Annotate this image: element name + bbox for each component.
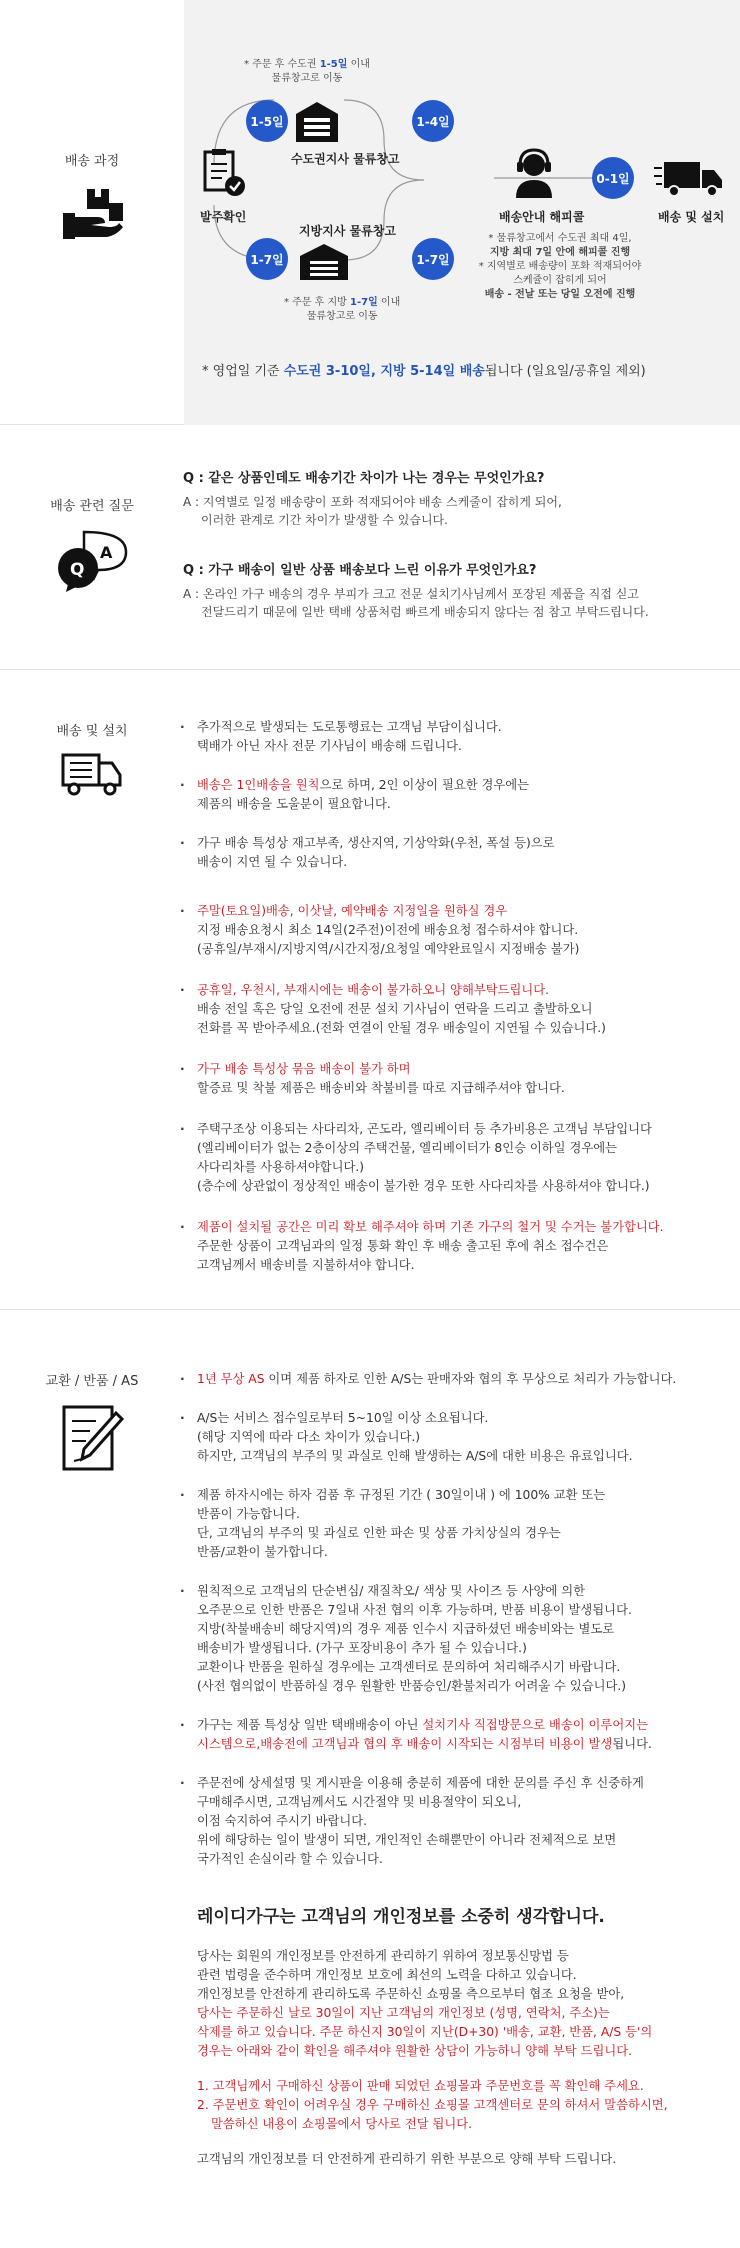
faq-item-2 <box>183 561 723 621</box>
faq-label: 배송 관련 질문 <box>50 499 134 514</box>
faq-question-1: Q : 같은 상품인데도 배송기간 차이가 나는 경우는 무엇인가요? <box>183 471 545 486</box>
privacy-step-2: 2. 주문번호 확인이 어려우실 경우 구매하신 쇼핑몰 고객센터로 문의 하셔서 말씀하시면, <box>197 2098 668 2112</box>
exchange-bullet-3: · 제품 하자시에는 하자 검품 후 규정된 기간 ( 30일이내 ) 에 100% 교환 또는 반품이 가능합니다. 단, 고객님의 부주의 및 과실로 인한 파손 및 상품 가치상실의 경우는 반품/교환이 불가합니다. <box>180 1486 725 1562</box>
shipping-bullet-4: · 주말(토요일)배송, 이삿날, 예약배송 지정일을 원하실 경우 지정 배송요청시 최소 14일(2주전)이전에 배송요청 접수하셔야 합니다. (공휴일/부재시/지방지역/시간지정/요청일 예약완료일시 지정배송 불가) <box>180 902 725 959</box>
clipboard-check-icon <box>202 148 246 198</box>
faq-answer-2: A : 온라인 가구 배송의 경우 부피가 크고 전문 설치기사님께서 포장된 제품을 직접 싣고 전달드리기 때문에 일반 택배 상품처럼 빠르게 배송되지 않다는 점 참고 부탁드립니다. <box>183 587 649 619</box>
shipping-label: 배송 및 설치 <box>56 724 128 739</box>
exchange-bullet-6: · 주문전에 상세설명 및 게시판을 이용해 충분히 제품에 대한 문의를 주신 후 신중하게 구매해주시면, 고객님께서도 시간절약 및 비용절약이 되오니, 이점 숙지하여 주시기 바랍니다. 위에 해당하는 일이 발생이 되면, 개인적인 손해뿐만이 아니라 전체적으로 보면 국가적인 손실이라 할 수 있습니다. <box>180 1774 725 1869</box>
shipping-bullet-2: · 배송은 1인배송을 원칙으로 하며, 2인 이상이 필요한 경우에는 제품의 배송을 도울분이 필요합니다. <box>180 776 725 814</box>
exchange-section <box>0 1310 740 2248</box>
delivery-process-label: 배송 과정 <box>64 154 120 169</box>
metro-note: * 주문 후 수도권 1-5일 이내 물류창고로 이동 <box>244 59 370 84</box>
garage-icon <box>298 242 350 280</box>
shipping-bullet-8: · 제품이 설치될 공간은 미리 확보 해주셔야 하며 기존 가구의 철거 및 수거는 불가합니다. 주문한 상품이 고객님과의 일정 통화 확인 후 배송 출고된 후에 취소 접수건은 고객님께서 배송비를 지불하셔야 합니다. <box>180 1218 725 1275</box>
headset-agent-icon <box>512 148 556 198</box>
shipping-bullet-7: · 주택구조상 이용되는 사다리차, 곤도라, 엘리베이터 등 추가비용은 고객님 부담입니다 (엘리베이터가 없는 2층이상의 주택건물, 엘리베이터가 8인승 이하일 경우에는 사다리차를 사용하셔야합니다.) (층수에 상관없이 정상적인 배송이 불가한 경우 또한 사다리차를 사용하셔야 합니다.) <box>180 1120 725 1196</box>
svg-text:Q: Q <box>70 560 85 580</box>
shipping-bullet-1: · 추가적으로 발생되는 도로통행료는 고객님 부담이십니다. 택배가 아닌 자사 전문 기사님이 배송해 드립니다. <box>180 718 725 756</box>
exchange-bullet-1: · 1년 무상 AS 이며 제품 하자로 인한 A/S는 판매자와 협의 후 무상으로 처리가 가능합니다. <box>180 1370 725 1389</box>
privacy-steps: 1. 고객님께서 구매하신 상품이 판매 되었던 쇼핑몰과 주문번호를 꼭 확인해 주세요. 2. 주문번호 확인이 어려우실 경우 구매하신 쇼핑몰 고객센터로 문의 하셔서 말씀하시면, 말씀하신 내용이 쇼핑몰에서 당사로 전달 됩니다. <box>197 2077 727 2134</box>
faq-section <box>0 425 740 670</box>
svg-text:A: A <box>100 543 113 562</box>
exchange-bullet-5: · 가구는 제품 특성상 일반 택배배송이 아닌 설치기사 직접방문으로 배송이 이루어지는 시스템으로,배송전에 고객님과 협의 후 배송이 시작되는 시점부터 비용이 발생됩니다. <box>180 1716 725 1754</box>
badge-0-1-days: 0-1일 <box>592 157 634 199</box>
exchange-bullet-2: · A/S는 서비스 접수일로부터 5~10일 이상 소요됩니다. (해당 지역에 따라 다소 차이가 있습니다.) 하지만, 고객님의 부주의 및 과실로 인해 발생하는 A/S에 대한 비용은 유료입니다. <box>180 1409 725 1466</box>
badge-1-5-days: 1-5일 <box>246 100 288 142</box>
privacy-paragraph: 당사는 회원의 개인정보를 안전하게 관리하기 위하여 정보통신망법 등 관련 법령을 준수하며 개인정보 보호에 최선의 노력을 다하고 있습니다. 개인정보를 안전하게 관리하도록 주문하신 쇼핑몰 측으로부터 협조 요청을 받아, 당사는 주문하신 날로 30일이 지난 고객님의 개인정보 (성명, 연락처, 주소)는 삭제를 하고 있습니다. 주문 하신지 30일이 지난(D+30) '배송, 교환, 반품, A/S 등'의 경우는 아래와 같이 확인을 해주셔야 원활한 상담이 가능하니 양해 부탁 드립니다. <box>197 1949 653 2058</box>
delivery-truck-icon <box>654 158 724 198</box>
delivery-install-label: 배송 및 설치 <box>658 210 725 224</box>
process-diagram <box>184 0 740 425</box>
order-check-label: 발주확인 <box>200 210 247 224</box>
qa-chat-icon <box>54 528 130 592</box>
shipping-bullet-6: · 가구 배송 특성상 묶음 배송이 불가 하며 할증료 및 착불 제품은 배송비와 착불비를 따로 지급해주셔야 합니다. <box>180 1060 725 1098</box>
warehouse-icon <box>294 100 340 142</box>
exchange-label: 교환 / 반품 / AS <box>45 1374 139 1389</box>
exchange-bullets <box>180 1370 725 1869</box>
happycall-label: 배송안내 해피콜 <box>499 210 585 224</box>
truck-outline-icon <box>60 749 124 797</box>
regional-hub-label: 지방지사 물류창고 <box>299 224 396 238</box>
happycall-note: * 물류창고에서 수도권 최대 4일, 지방 최대 7일 안에 해피콜 진행 * 지역별로 배송량이 포화 적재되어야 스케쥴이 잡히게 되어 배송 - 전날 또는 당일 오전에 진행 <box>478 233 642 300</box>
shipping-bullet-3: · 가구 배송 특성상 재고부족, 생산지역, 기상악화(우천, 폭설 등)으로 배송이 지연 될 수 있습니다. <box>180 834 725 872</box>
shipping-bullets <box>180 718 725 1275</box>
privacy-notice <box>197 1902 727 2169</box>
badge-1-4-days: 1-4일 <box>412 100 454 142</box>
delivery-period-note: * 영업일 기준 수도권 3-10일, 지방 5-14일 배송됩니다 (일요일/공휴일 제외) <box>202 364 646 379</box>
shipping-section <box>0 670 740 1310</box>
exchange-bullet-4: · 원칙적으로 고객님의 단순변심/ 재질착오/ 색상 및 사이즈 등 사양에 의한 오주문으로 인한 반품은 7일내 사전 협의 이후 가능하며, 반품 비용이 발생됩니다. 지방(착불배송비 해당지역)의 경우 제품 인수시 지급하셨던 배송비와는 별도로 배송비가 발생됩니다. (가구 포장비용이 추가 될 수 있습니다.) 교환이나 반품을 원하실 경우에는 고객센터로 문의하여 처리해주시기 바랍니다. (사전 협의없이 반품하실 경우 원활한 반품승인/환불처리가 어려울 수 있습니다.) <box>180 1582 725 1696</box>
privacy-step-1: 1. 고객님께서 구매하신 상품이 판매 되었던 쇼핑몰과 주문번호를 꼭 확인해 주세요. <box>197 2079 644 2093</box>
box-hand-icon <box>57 183 127 245</box>
faq-item-1 <box>183 469 723 529</box>
badge-1-7-days-right: 1-7일 <box>412 238 454 280</box>
privacy-closing: 고객님의 개인정보를 더 안전하게 관리하기 위한 부분으로 양해 부탁 드립니다. <box>197 2152 617 2166</box>
badge-1-7-days-left: 1-7일 <box>246 238 288 280</box>
document-pen-icon <box>60 1403 124 1473</box>
shipping-bullet-5: · 공휴일, 우천시, 부재시에는 배송이 불가하오니 양해부탁드립니다. 배송 전일 혹은 당일 오전에 전문 설치 기사님이 연락을 드리고 출발하오니 전화를 꼭 받아주세요.(전화 연결이 안될 경우 배송일이 지연될 수 있습니다.) <box>180 981 725 1038</box>
privacy-title: 레이디가구는 고객님의 개인정보를 소중히 생각합니다. <box>197 1907 605 1927</box>
faq-answer-1: A : 지역별로 일정 배송량이 포화 적재되어야 배송 스케줄이 잡히게 되어, 이러한 관계로 기간 차이가 발생할 수 있습니다. <box>183 495 562 527</box>
regional-note: * 주문 후 지방 1-7일 이내 물류창고로 이동 <box>284 297 401 322</box>
delivery-process-section <box>0 0 740 425</box>
faq-question-2: Q : 가구 배송이 일반 상품 배송보다 느린 이유가 무엇인가요? <box>183 563 537 578</box>
metro-hub-label: 수도권지사 물류창고 <box>291 152 400 166</box>
